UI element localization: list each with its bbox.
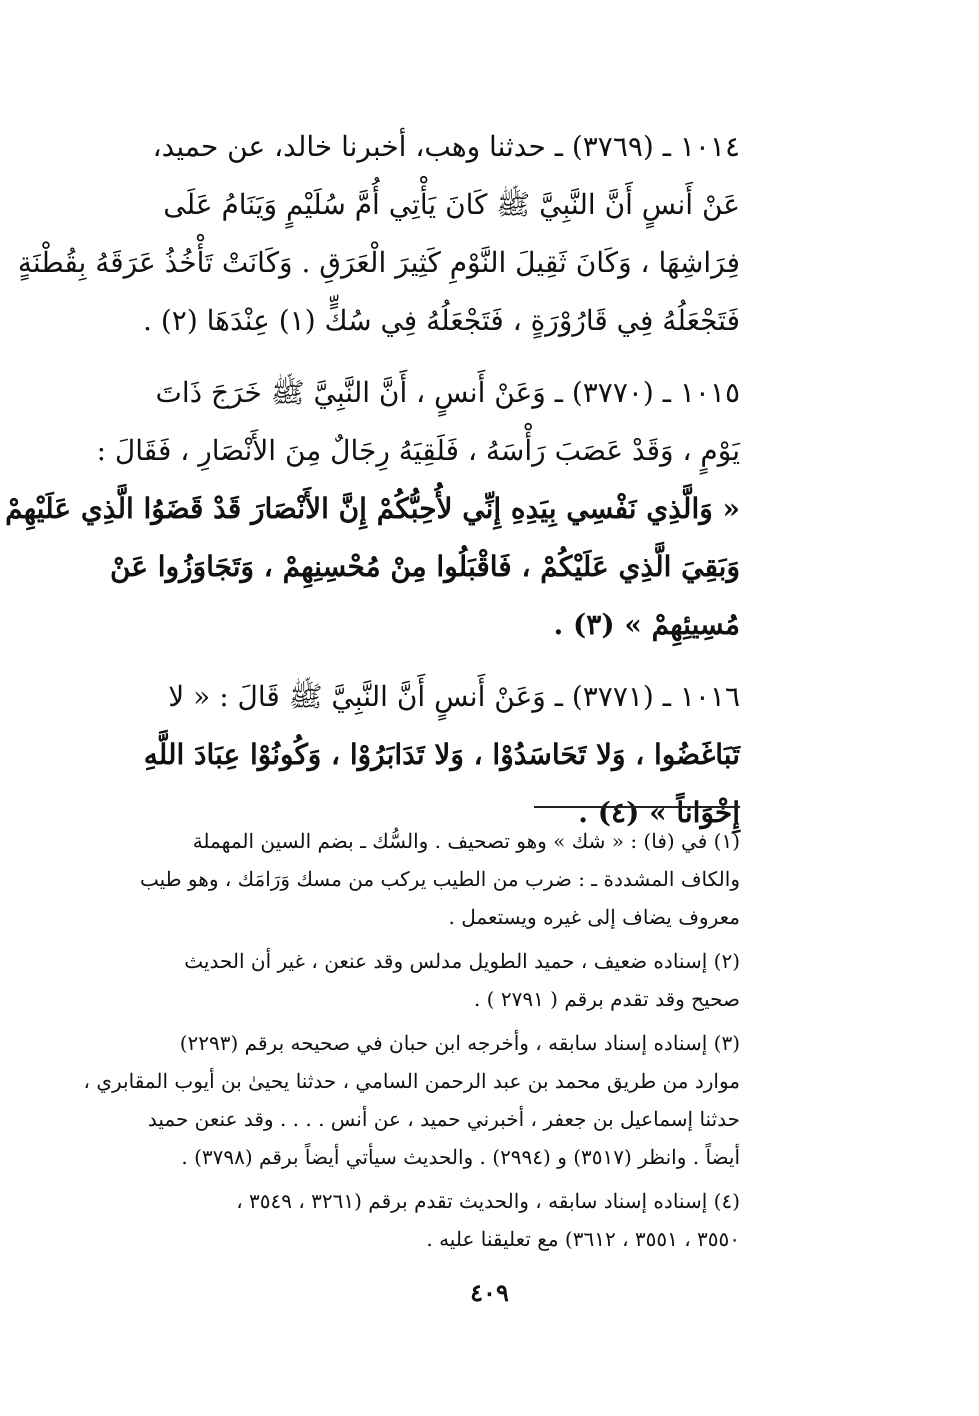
- hadith-1014: [17, 118, 740, 350]
- footnote-line: (٤) إسناده إسناد سابقه ، والحديث تقدم برقم (٣٢٦١ ، ٣٥٤٩ ،: [236, 1189, 740, 1213]
- footnote-line: موارد من طريق محمد بن عبد الرحمن السامي ، حدثنا يحيىٰ بن أيوب المقابري ،: [83, 1069, 740, 1093]
- hadith-line: ١٠١٤ ـ (٣٧٦٩) ـ حدثنا وهب، أخبرنا خالد، عن حميد،: [152, 130, 740, 163]
- hadith-quote-line: « وَالَّذِي نَفْسِي بِيَدِهِ إِنِّي لأُحِبُّكُمْ إِنَّ الأَنْصَارَ قَدْ قَضَوُا الَّذِي عَلَيْهِمْ: [5, 492, 740, 525]
- hadith-line: فِرَاشِهَا ، وَكَانَ ثَقِيلَ النَّوْمِ كَثِيرَ الْعَرَقِ . وَكَانَتْ تَأْخُذُ عَرَقَهُ بِقُطْنَةٍ: [17, 246, 740, 279]
- footnote-line: حدثنا إسماعيل بن جعفر ، أخبرني حميد ، عن أنس . . . . وقد عنعن حميد: [147, 1107, 740, 1131]
- page-number: ٤٠٩: [470, 1278, 509, 1307]
- hadith-quote-line: إِخْوَاناً » (٤) .: [578, 796, 740, 829]
- footnote-3: [83, 1024, 740, 1176]
- hadith-line: ١٠١٦ ـ (٣٧٧١) ـ وَعَنْ أَنسٍ أَنَّ النَّبِيَّ ﷺ قَالَ : « لا: [168, 680, 740, 713]
- main-text: [5, 118, 740, 856]
- footnote-line: (٣) إسناده إسناد سابقه ، وأخرجه ابن حبان في صحيحه برقم (٢٢٩٣): [179, 1031, 740, 1055]
- hadith-quote-line: مُسِيئِهِمْ » (٣) .: [553, 608, 740, 641]
- footnotes: [83, 822, 740, 1264]
- footnote-line: معروف يضاف إلى غيره ويستعمل .: [448, 905, 740, 929]
- footnote-1: [100, 822, 740, 936]
- footnote-line: (١) في (فا) : « شك » وهو تصحيف . والسُّك ـ بضم السين المهملة: [192, 829, 740, 853]
- hadith-1015: [5, 364, 740, 654]
- hadith-line: ١٠١٥ ـ (٣٧٧٠) ـ وَعَنْ أَنسٍ ، أَنَّ النَّبِيَّ ﷺ خَرَجَ ذَاتَ: [155, 376, 740, 409]
- hadith-1016: [100, 668, 740, 842]
- footnote-line: صحيح وقد تقدم برقم ( ٢٧٩١ ) .: [473, 987, 740, 1011]
- hadith-line: عَنْ أَنسٍ أَنَّ النَّبِيَّ ﷺ كَانَ يَأْتِي أُمَّ سُلَيْمٍ وَيَنَامُ عَلَى: [163, 188, 740, 221]
- footnote-line: (٢) إسناده ضعيف ، حميد الطويل مدلس وقد عنعن ، غير أن الحديث: [184, 949, 740, 973]
- footnote-line: والكاف المشددة ـ : ضرب من الطيب يركب من مسك وَرَامَك ، وهو طيب: [139, 867, 740, 891]
- footnote-divider: [534, 806, 740, 808]
- hadith-line: فَتَجْعَلُهُ فِي قَارُوْرَةٍ ، فَتَجْعَلُهُ فِي سُكٍّ (١) عِنْدَهَا (٢) .: [143, 304, 740, 337]
- hadith-line: يَوْمٍ ، وَقَدْ عَصَبَ رَأْسَهُ ، فَلَقِيَهُ رِجَالٌ مِنَ الأَنْصَارِ ، فَقَالَ :: [96, 434, 740, 467]
- footnote-2: [100, 942, 740, 1018]
- footnote-line: أيضاً . وانظر (٣٥١٧) و (٢٩٩٤) . والحديث سيأتي أيضاً برقم (٣٧٩٨) .: [181, 1145, 740, 1169]
- footnote-line: ٣٥٥٠ ، ٣٥٥١ ، ٣٦١٢) مع تعليقنا عليه .: [426, 1227, 740, 1251]
- hadith-quote-line: تَبَاغَضُوا ، وَلا تَحَاسَدُوْا ، وَلا تَدَابَرُوْا ، وَكُونُوْا عِبَادَ اللَّهِ: [143, 738, 740, 771]
- hadith-quote-line: وَبَقِيَ الَّذِي عَلَيْكُمْ ، فَاقْبَلُوا مِنْ مُحْسِنِهِمْ ، وَتَجَاوَزُوا عَنْ: [110, 550, 740, 583]
- footnote-4: [100, 1182, 740, 1258]
